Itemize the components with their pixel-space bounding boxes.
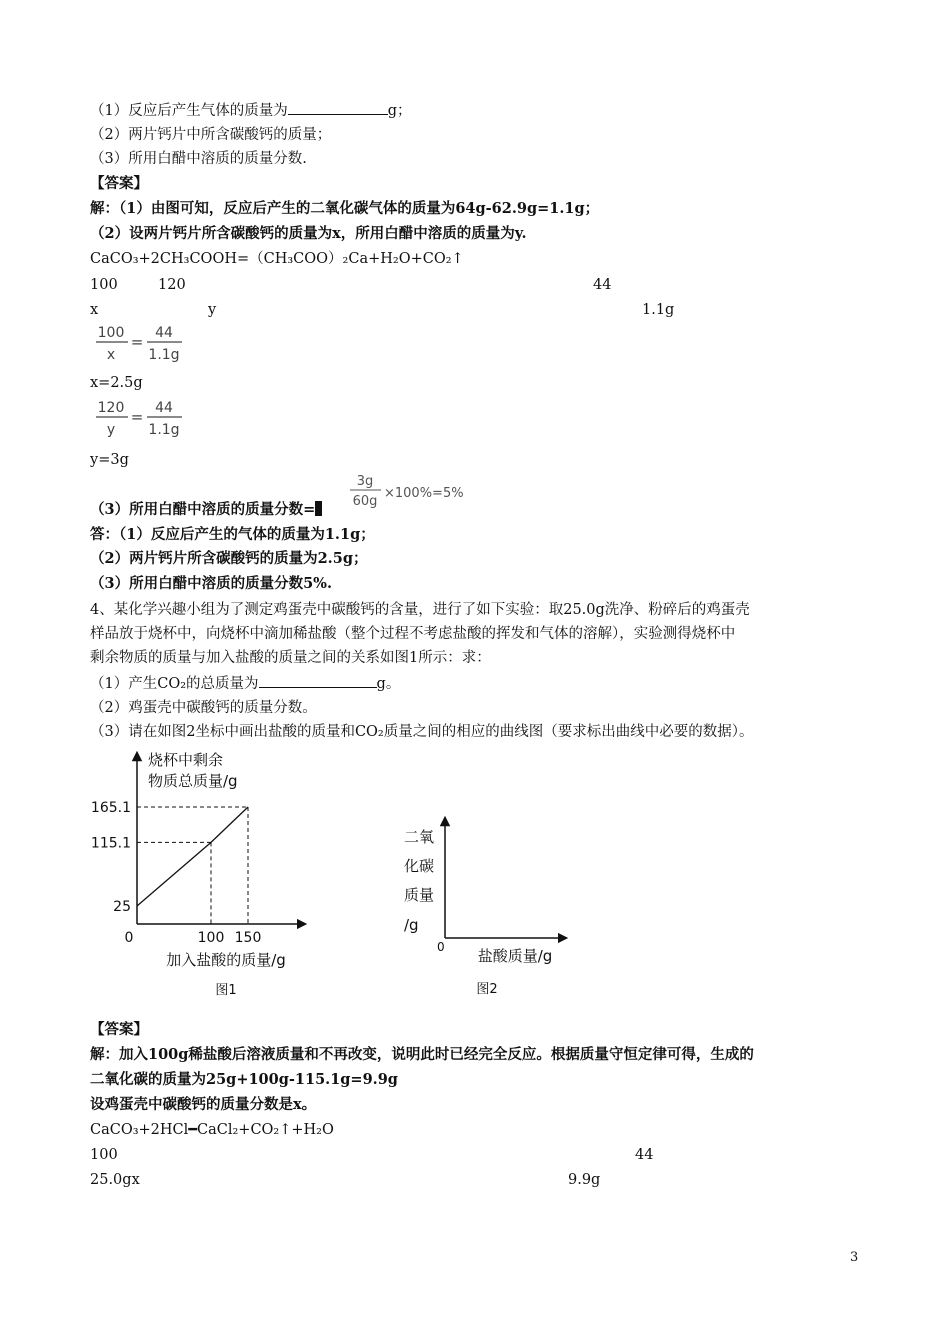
solution2-line-2: 二氧化碳的质量为25g+100g-115.1g=9.9g (90, 1071, 398, 1088)
proportion-fraction-2 (92, 395, 192, 439)
q4-part1: （1）产生CO₂的总质量为 g。 (90, 673, 400, 694)
solution-line-1: 解：（1）由图可知，反应后产生的二氧化碳气体的质量为64g-62.9g=1.1g； (90, 200, 600, 217)
frac1-den-left: x (106, 347, 116, 363)
frac1-num-left: 100 (97, 325, 125, 341)
y-axis-label-2: 化碳 (404, 857, 435, 875)
data-curve (137, 807, 248, 906)
solution-line-2: （2）设两片钙片所含碳酸钙的质量为x，所用白醋中溶质的质量为y. (90, 225, 527, 242)
q3-part1: （1）反应后产生气体的质量为 g； (90, 100, 412, 121)
percentage-formula (348, 470, 488, 512)
guide-lines (137, 807, 248, 924)
answer-line-3: （3）所用白醋中溶质的质量分数5%. (90, 575, 333, 592)
frac1-den-right: 1.1g (148, 347, 180, 363)
sample-mass: 25.0gx (90, 1172, 140, 1188)
y-tick-label: 25 (113, 899, 131, 915)
answer-line-1: 答：（1）反应后产生的气体的质量为1.1g； (90, 526, 375, 543)
q3-part2: （2）两片钙片中所含碳酸钙的质量； (90, 127, 332, 143)
x-tick-label: 150 (234, 930, 262, 946)
pct-denominator: 60g (352, 494, 378, 509)
chemical-equation: CaCO₃+2CH₃COOH=（CH₃COO）₂Ca+H₂O+CO₂↑ (90, 251, 464, 267)
answer-label: 【答案】 (90, 175, 148, 192)
frac2-den-right: 1.1g (148, 422, 180, 438)
y-axis-label-1: 烧杯中剩余 (148, 751, 224, 769)
pct-numerator: 3g (356, 474, 374, 489)
q4-part2: （2）鸡蛋壳中碳酸钙的质量分数。 (90, 700, 317, 716)
frac2-den-left: y (106, 422, 116, 438)
x-tick-label: 100 (197, 930, 225, 946)
y-tick-labels (91, 800, 131, 915)
x-tick-labels (125, 930, 262, 946)
figure-1-caption: 图1 (215, 983, 237, 998)
molar-mass-acid: 120 (158, 277, 186, 293)
molar-mass-co2: 44 (635, 1147, 654, 1163)
y-tick-label: 165.1 (90, 800, 131, 816)
y-axis-label-1: 二氧 (404, 828, 435, 846)
unknown-x: x (90, 302, 99, 318)
x-tick-label: 0 (124, 930, 134, 946)
origin-label: 0 (437, 940, 445, 954)
co2-mass-value: 1.1g (642, 302, 675, 318)
figure-2-caption: 图2 (476, 982, 498, 997)
figure-2-chart (395, 815, 575, 1005)
y-axis-label-2: 物质总质量/g (148, 772, 238, 790)
frac2-num-left: 120 (97, 400, 125, 416)
molar-mass-co2: 44 (593, 277, 612, 293)
q4-line-3: 剩余物质的质量与加入盐酸的质量之间的关系如图1所示：求： (90, 650, 491, 666)
molar-mass-caco3: 100 (90, 277, 118, 293)
x-axis-label: 加入盐酸的质量/g (166, 951, 286, 969)
pct-tail: ×100%=5% (384, 486, 464, 501)
y-axis-label-4: /g (404, 916, 419, 934)
frac1-num-right: 44 (155, 325, 173, 341)
answer-blank[interactable] (288, 100, 388, 115)
y-result: y=3g (90, 452, 129, 468)
answer-line-2: （2）两片钙片所含碳酸钙的质量为2.5g； (90, 550, 368, 567)
equals-sign: = (130, 408, 144, 426)
answer-label: 【答案】 (90, 1021, 148, 1038)
y-axis-label-3: 质量 (404, 886, 435, 904)
q4-line-2: 样品放于烧杯中，向烧杯中滴加稀盐酸（整个过程不考虑盐酸的挥发和气体的溶解），实验测得烧杯中 (90, 626, 736, 642)
co2-mass-value: 9.9g (568, 1172, 601, 1188)
frac2-num-right: 44 (155, 400, 173, 416)
proportion-fraction-1 (92, 320, 192, 364)
y-tick-label: 115.1 (90, 835, 131, 852)
x-result: x=2.5g (90, 375, 143, 391)
answer-blank[interactable] (259, 673, 377, 688)
equals-sign: = (130, 333, 144, 351)
q4-line-1: 4、某化学兴趣小组为了测定鸡蛋壳中碳酸钙的含量，进行了如下实验：取25.0g洗净、粉碎后的鸡蛋壳 (90, 602, 750, 618)
q4-part3: （3）请在如图2坐标中画出盐酸的质量和CO₂质量之间的相应的曲线图（要求标出曲线中必要的数据）。 (90, 724, 754, 740)
x-axis-label: 盐酸质量/g (477, 947, 553, 965)
solution2-line-3: 设鸡蛋壳中碳酸钙的质量分数是x。 (90, 1096, 317, 1113)
chemical-equation-2: CaCO₃+2HCl━CaCl₂+CO₂↑+H₂O (90, 1122, 334, 1138)
molar-mass-caco3: 100 (90, 1147, 118, 1163)
solution2-line-1: 解：加入100g稀盐酸后溶液质量和不再改变，说明此时已经完全反应。根据质量守恒定律可得，生成的 (90, 1046, 754, 1063)
inline-image-marker (315, 501, 322, 516)
unknown-y: y (208, 302, 217, 318)
page-number: 3 (850, 1250, 859, 1265)
q3-part3: （3）所用白醋中溶质的质量分数. (90, 151, 307, 167)
figure-1-chart (90, 748, 330, 1003)
solution-line-3: （3）所用白醋中溶质的质量分数= (90, 500, 322, 520)
